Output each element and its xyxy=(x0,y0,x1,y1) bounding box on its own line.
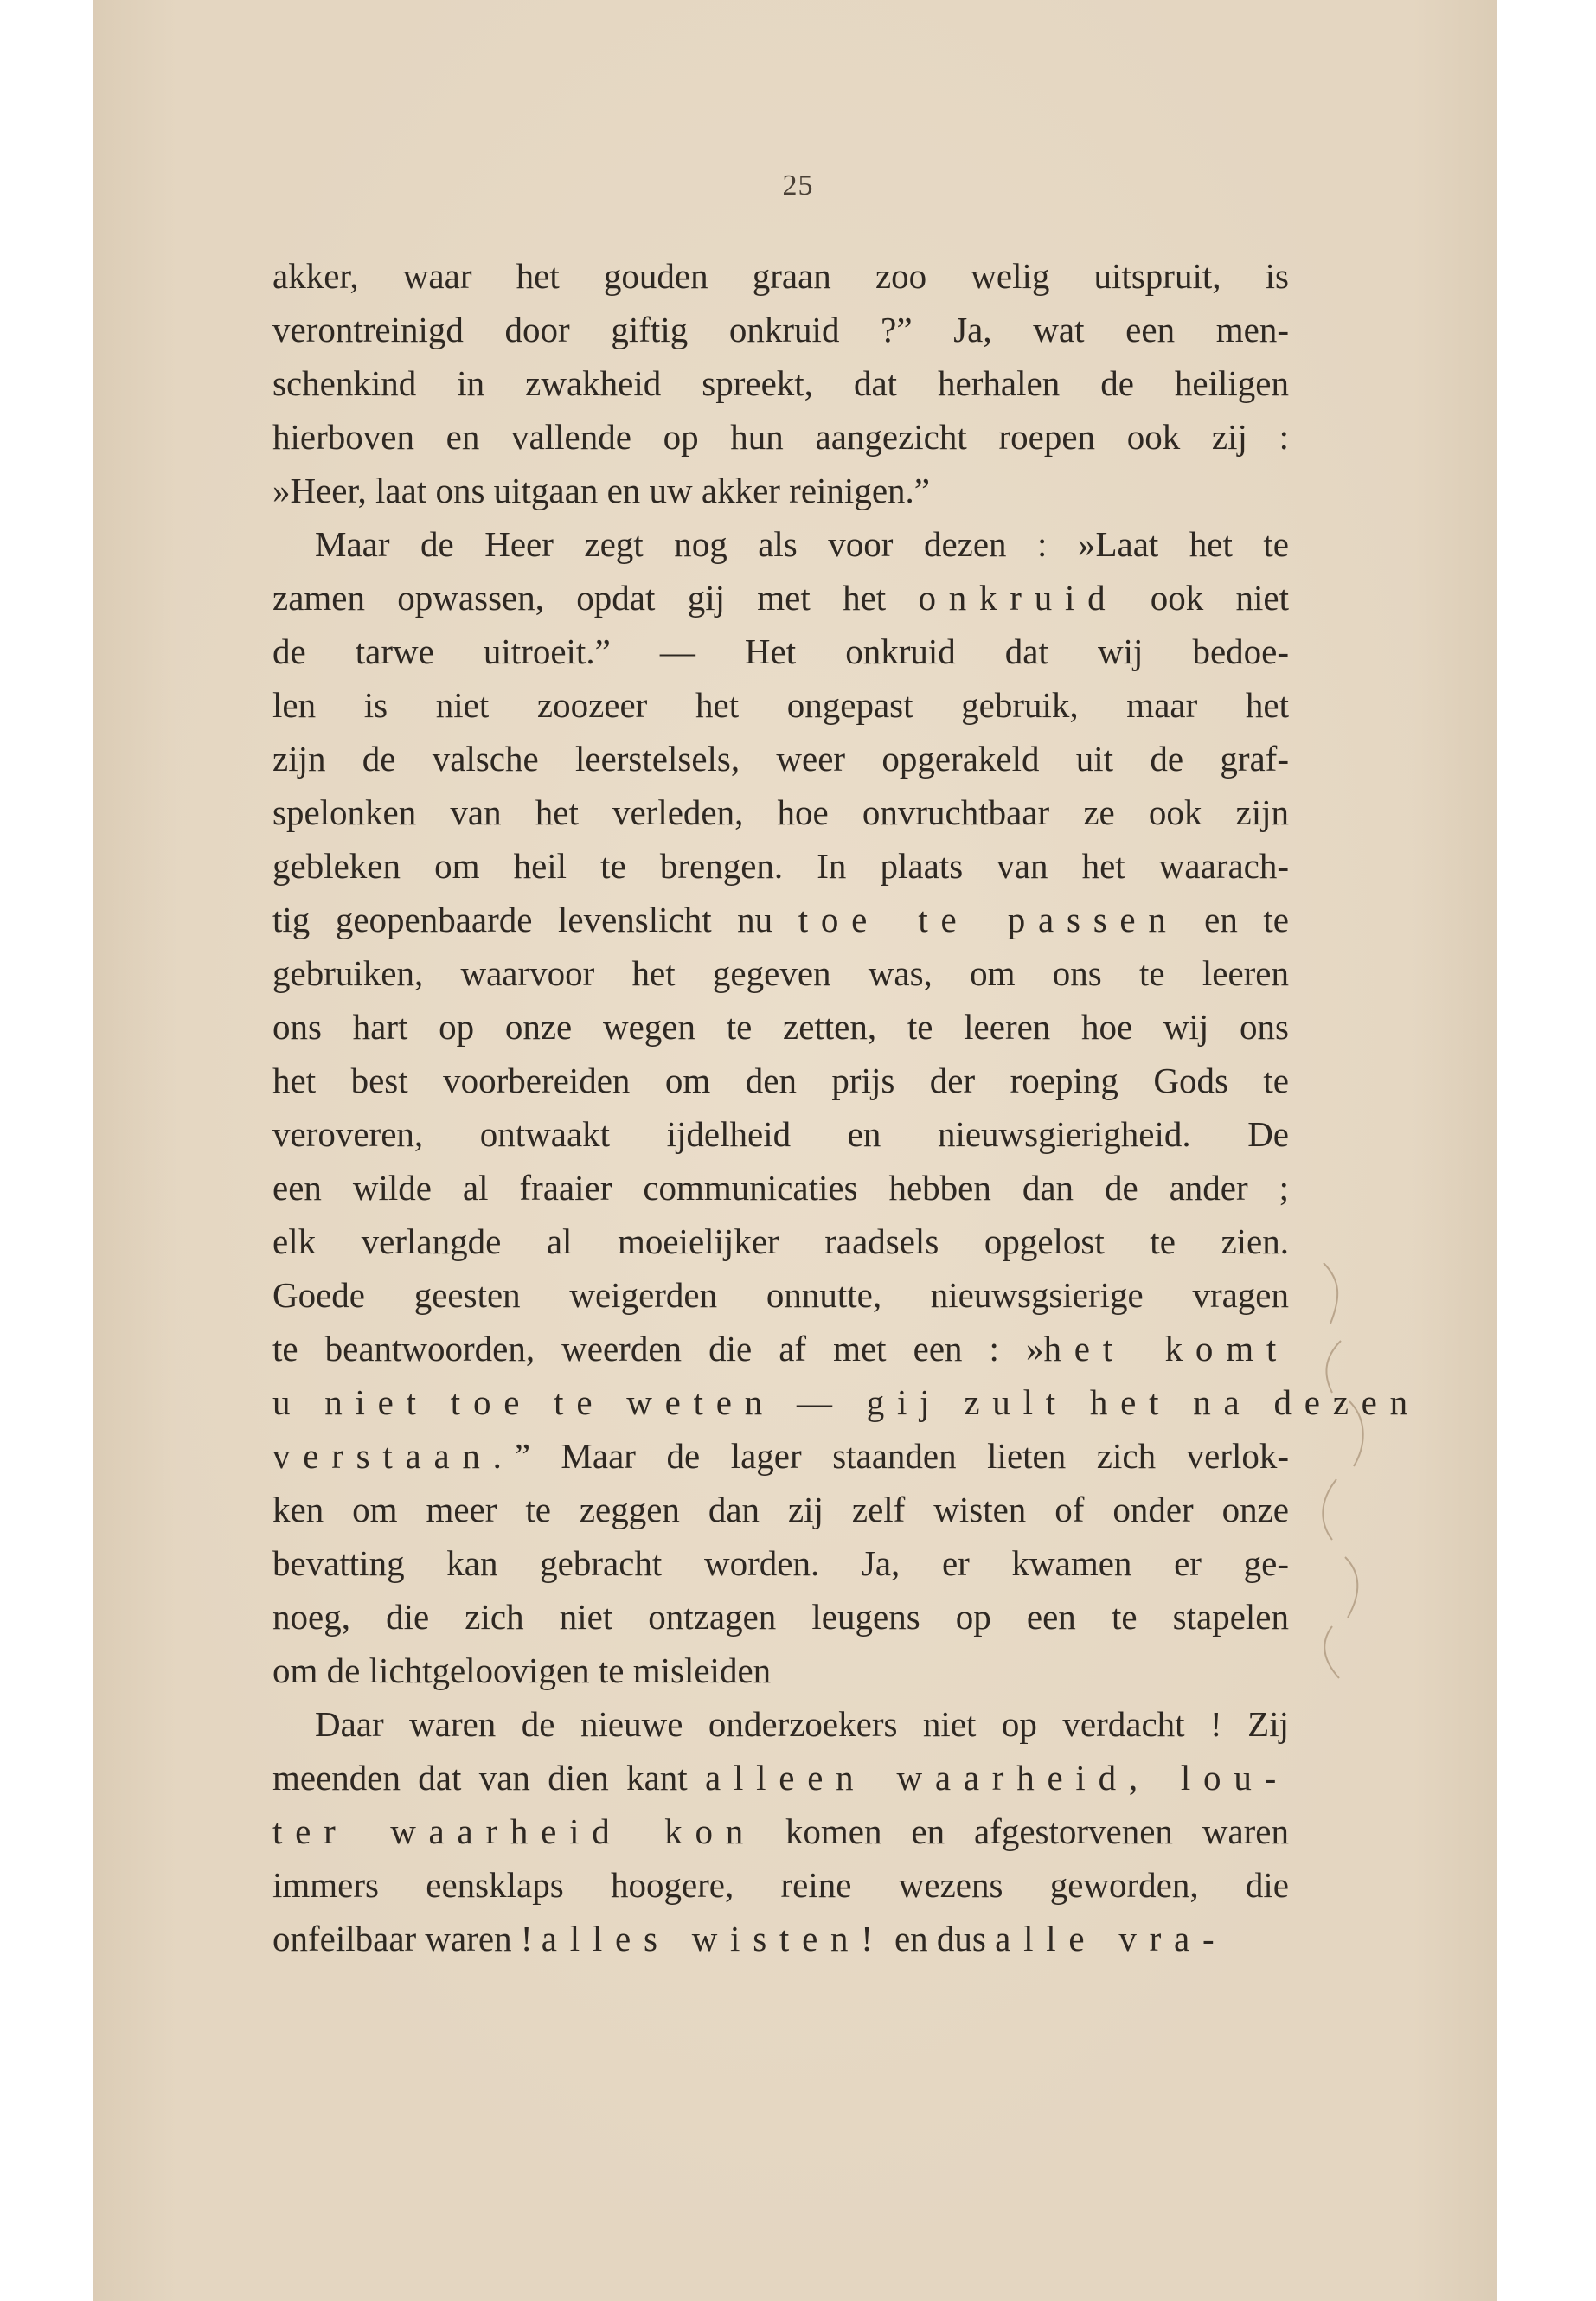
text-line xyxy=(272,1483,1289,1536)
text-line xyxy=(272,356,1289,410)
text-line xyxy=(272,946,1289,1000)
text-segment: de tarwe uitroeit.” — Het onkruid dat wij bedoe- xyxy=(272,631,1289,671)
emphasized-text: u niet toe te weten — gij zult het na dezen xyxy=(272,1382,1420,1422)
text-segment: bevatting kan gebracht worden. Ja, er kwamen er ge- xyxy=(272,1543,1289,1583)
text-segment: veroveren, ontwaakt ijdelheid en nieuwsgierigheid. De xyxy=(272,1114,1289,1154)
text-line xyxy=(272,303,1289,356)
text-segment: gebruiken, waarvoor het gegeven was, om ons te leeren xyxy=(272,953,1289,993)
text-line xyxy=(272,1912,1289,1965)
text-line xyxy=(272,249,1289,303)
text-line xyxy=(272,517,1289,571)
text-segment: en dus xyxy=(885,1919,996,1958)
text-line xyxy=(272,625,1289,678)
emphasized-text: ter waarheid kon xyxy=(272,1811,756,1851)
text-line xyxy=(272,464,1289,517)
text-line xyxy=(272,1536,1289,1590)
text-segment: om de lichtgeloovigen te misleiden xyxy=(272,1650,772,1690)
emphasized-text: het komt xyxy=(1043,1329,1289,1368)
text-line xyxy=(272,1644,1289,1697)
text-line xyxy=(272,1375,1420,1429)
text-segment: gebleken om heil te brengen. In plaats van het waarach- xyxy=(272,846,1289,886)
text-segment: elk verlangde al moeielijker raadsels opgelost te zien. xyxy=(272,1221,1289,1261)
emphasized-text: verstaan. xyxy=(272,1436,515,1476)
text-segment: immers eensklaps hoogere, reine wezens geworden, die xyxy=(272,1865,1289,1905)
emphasized-text: alles wisten! xyxy=(541,1919,886,1958)
text-line xyxy=(272,1107,1289,1161)
text-segment: ons hart op onze wegen te zetten, te leeren hoe wij ons xyxy=(272,1007,1289,1047)
text-segment: len is niet zoozeer het ongepast gebruik, maar het xyxy=(272,685,1289,725)
text-segment: hierboven en vallende op hun aangezicht roepen ook zij : xyxy=(272,417,1289,457)
text-segment: »Heer, laat ons uitgaan en uw akker reinigen.” xyxy=(272,471,930,510)
text-segment: en te xyxy=(1178,900,1289,939)
body-text xyxy=(272,249,1420,1965)
text-segment: het best voorbereiden om den prijs der roeping Gods te xyxy=(272,1061,1289,1100)
text-segment: spelonken van het verleden, hoe onvruchtbaar ze ook zijn xyxy=(272,792,1289,832)
emphasized-text: onkruid xyxy=(918,578,1118,618)
text-line xyxy=(272,1000,1289,1054)
text-line xyxy=(272,893,1289,946)
text-line xyxy=(272,1590,1289,1644)
margin-pencil-marks xyxy=(1306,1263,1384,1695)
text-line xyxy=(272,839,1289,893)
text-line xyxy=(272,785,1289,839)
text-segment: akker, waar het gouden graan zoo welig uitspruit, is xyxy=(272,256,1289,296)
text-segment: een wilde al fraaier communicaties hebben dan de ander ; xyxy=(272,1168,1289,1208)
text-segment: zamen opwassen, opdat gij met het xyxy=(272,578,919,618)
text-line xyxy=(272,1268,1289,1322)
text-line xyxy=(272,1858,1289,1912)
text-line xyxy=(272,1054,1289,1107)
page-number: 25 xyxy=(782,170,814,202)
text-line xyxy=(272,732,1289,785)
text-segment: ken om meer te zeggen dan zij zelf wisten of onder onze xyxy=(272,1490,1289,1529)
text-segment: te beantwoorden, weerden die af met een : » xyxy=(272,1329,1044,1368)
text-segment: ” Maar de lager staanden lieten zich verlok- xyxy=(514,1436,1289,1476)
text-line xyxy=(272,1215,1289,1268)
text-segment: verontreinigd door giftig onkruid ?” Ja, wat een men- xyxy=(272,310,1289,349)
text-segment: noeg, die zich niet ontzagen leugens op een te stapelen xyxy=(272,1597,1289,1637)
text-line xyxy=(272,1429,1289,1483)
emphasized-text: alleen waarheid, lou- xyxy=(705,1758,1289,1798)
emphasized-text: toe te passen xyxy=(798,900,1179,939)
text-segment: onfeilbaar waren ! xyxy=(272,1919,542,1958)
text-segment: meenden dat van dien kant xyxy=(272,1758,705,1798)
text-segment: zijn de valsche leerstelsels, weer opgerakeld uit de graf- xyxy=(272,739,1289,779)
text-segment: Goede geesten weigerden onnutte, nieuwsgsierige vragen xyxy=(272,1275,1289,1315)
text-segment: ook niet xyxy=(1118,578,1289,618)
text-line xyxy=(272,1697,1289,1751)
text-line xyxy=(272,571,1289,625)
text-segment: tig geopenbaarde levenslicht nu xyxy=(272,900,798,939)
text-segment: Maar de Heer zegt nog als voor dezen : »Laat het te xyxy=(315,524,1289,564)
text-segment: schenkind in zwakheid spreekt, dat herhalen de heiligen xyxy=(272,363,1289,403)
text-segment: Daar waren de nieuwe onderzoekers niet op verdacht ! Zij xyxy=(315,1704,1289,1744)
text-line xyxy=(272,1322,1289,1375)
text-line xyxy=(272,1804,1289,1858)
text-line xyxy=(272,1161,1289,1215)
text-line xyxy=(272,678,1289,732)
emphasized-text: alle vra- xyxy=(995,1919,1227,1958)
text-line xyxy=(272,410,1289,464)
text-line xyxy=(272,1751,1289,1804)
text-segment: komen en afgestorvenen waren xyxy=(755,1811,1289,1851)
